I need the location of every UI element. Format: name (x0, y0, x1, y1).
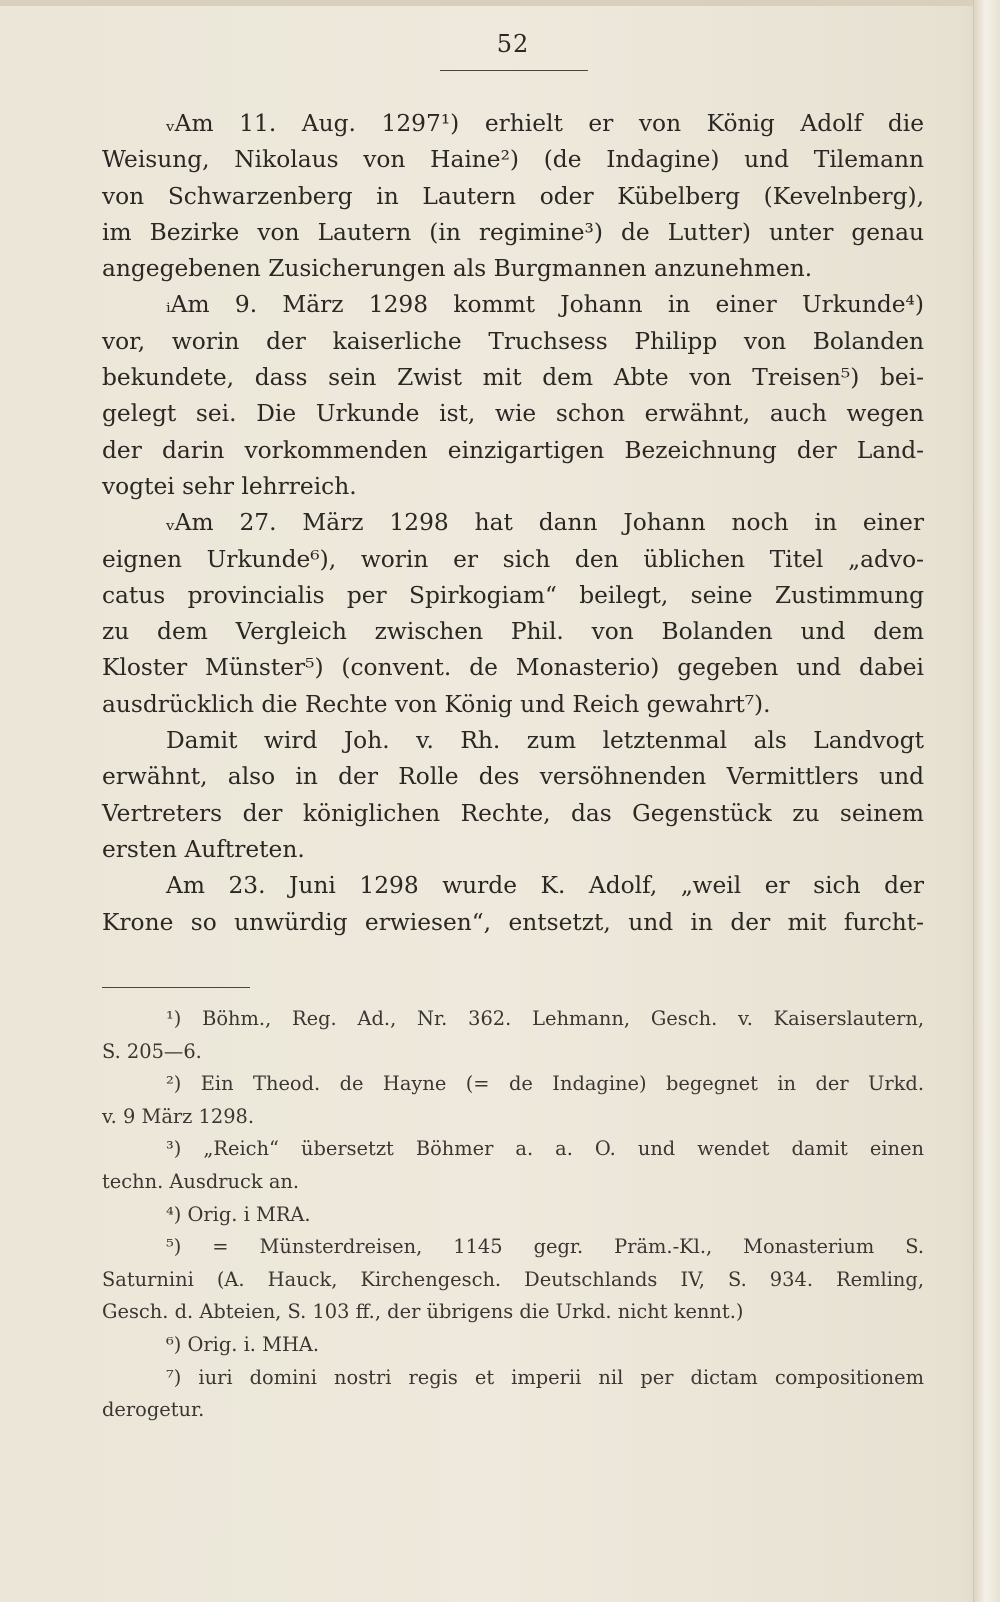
body-line: ᵥAm 11. Aug. 1297¹) erhielt er von König Adolf die (166, 110, 924, 137)
footnote-line: ⁷) iuri domini nostri regis et imperii nil per dictam compositionem (166, 1365, 924, 1389)
body-line: Weisung, Nikolaus von Haine²) (de Indagine) und Tilemann (102, 146, 924, 174)
body-line: catus provincialis per Spirkogiam“ beilegt, seine Zustimmung (102, 581, 924, 609)
page-top-edge (0, 0, 1000, 6)
body-line: ᵢAm 9. März 1298 kommt Johann in einer Urkunde⁴) (166, 291, 924, 319)
footnote-line: ²) Ein Theod. de Hayne (= de Indagine) begegnet in der Urkd. (166, 1072, 924, 1096)
page-number: 52 (496, 30, 530, 58)
body-line: zu dem Vergleich zwischen Phil. von Bolanden und dem (102, 618, 924, 646)
footnote-line: S. 205—6. (102, 1039, 202, 1063)
body-line: Vertreters der königlichen Rechte, das Gegenstück zu seinem (102, 799, 924, 827)
page-right-edge (973, 0, 1000, 1602)
body-text (102, 106, 924, 941)
footnote-line: techn. Ausdruck an. (102, 1169, 300, 1193)
footnote-line: Gesch. d. Abteien, S. 103 ff., der übrigens die Urkd. nicht kennt.) (102, 1300, 744, 1324)
body-line: ersten Auftreten. (102, 835, 305, 863)
body-line: angegebenen Zusicherungen als Burgmannen anzunehmen. (102, 255, 813, 283)
body-line: ᵥAm 27. März 1298 hat dann Johann noch in einer (166, 509, 924, 537)
footnote-line: derogetur. (102, 1398, 205, 1422)
body-line: eignen Urkunde⁶), worin er sich den üblichen Titel „advo- (102, 545, 924, 573)
page-number-rule (440, 70, 588, 71)
footnote-line: ⁶) Orig. i. MHA. (166, 1332, 320, 1356)
footnote-rule (102, 987, 250, 988)
body-line: von Schwarzenberg in Lautern oder Kübelberg (Kevelnberg), (102, 182, 924, 210)
body-line: vogtei sehr lehrreich. (102, 472, 357, 500)
body-line: bekundete, dass sein Zwist mit dem Abte von Treisen⁵) bei- (102, 364, 924, 392)
body-line: Am 23. Juni 1298 wurde K. Adolf, „weil er sich der (166, 872, 924, 900)
footnote-line: ³) „Reich“ übersetzt Böhmer a. a. O. und wendet damit einen (166, 1137, 924, 1161)
body-line: gelegt sei. Die Urkunde ist, wie schon erwähnt, auch wegen (102, 400, 924, 428)
footnotes (102, 1003, 924, 1427)
footnote-line: ¹) Böhm., Reg. Ad., Nr. 362. Lehmann, Gesch. v. Kaiserslautern, (166, 1007, 924, 1030)
body-line: Kloster Münster⁵) (convent. de Monasterio) gegeben und dabei (102, 654, 924, 682)
body-line: Damit wird Joh. v. Rh. zum letztenmal als Landvogt (166, 727, 924, 755)
body-line: erwähnt, also in der Rolle des versöhnenden Vermittlers und (102, 763, 924, 791)
footnote-line: ⁴) Orig. i MRA. (166, 1202, 311, 1226)
body-line: der darin vorkommenden einzigartigen Bezeichnung der Land- (102, 436, 924, 464)
body-line: vor, worin der kaiserliche Truchsess Philipp von Bolanden (102, 327, 924, 355)
footnote-line: v. 9 März 1298. (102, 1104, 255, 1128)
footnote-line: ⁵) = Münsterdreisen, 1145 gegr. Präm.-Kl., Monasterium S. (166, 1235, 924, 1259)
footnote-line: Saturnini (A. Hauck, Kirchengesch. Deutschlands IV, S. 934. Remling, (102, 1267, 924, 1291)
body-line: Krone so unwürdig erwiesen“, entsetzt, und in der mit furcht- (102, 908, 924, 936)
body-line: ausdrücklich die Rechte von König und Reich gewahrt⁷). (102, 690, 771, 718)
body-line: im Bezirke von Lautern (in regimine³) de Lutter) unter genau (102, 218, 924, 246)
